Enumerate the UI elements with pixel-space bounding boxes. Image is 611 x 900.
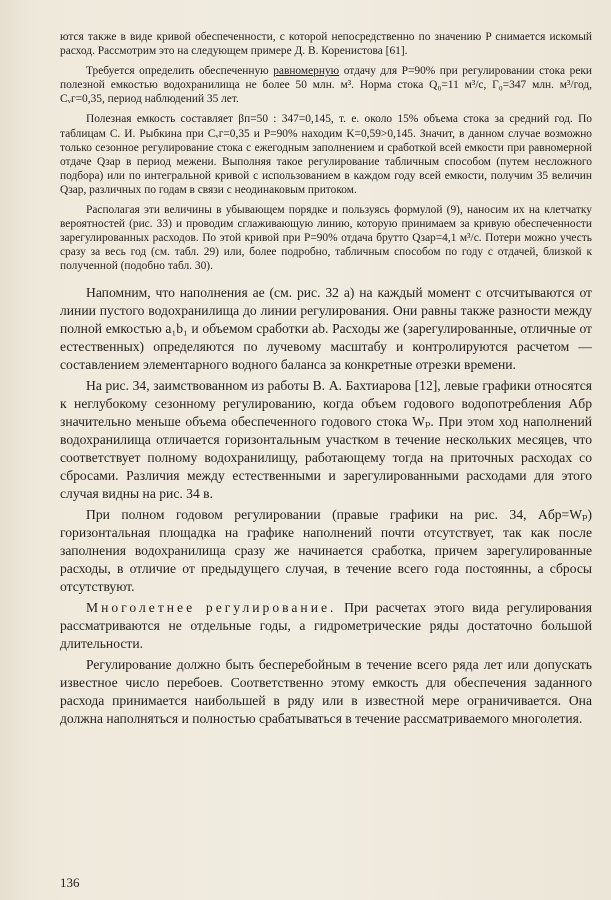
section-heading-multiyear: Многолетнее регулирование. xyxy=(86,599,337,615)
paragraph-curve: Располагая эти величины в убывающем порядке и пользуясь формулой (9), наносим их на клетчатку вероятностей (рис. 33) и проводим сглаживающую линию, которую принимаем за кривую обеспеченности зарегулированных расходов. По этой кривой при P=90% отдача брутто Qзар=4,1 м³/с. Потери можно учесть сразу за весь год (см. табл. 29) или, более подробно, табличным способом по году с отдачей, близкой к полученной (подобно табл. 30). xyxy=(60,204,592,273)
main-text-block xyxy=(60,284,592,728)
example-block xyxy=(60,30,592,274)
text-column xyxy=(60,30,592,728)
paragraph-multiyear xyxy=(60,599,592,653)
paragraph-fig34: На рис. 34, заимствованном из работы В. А. Бахтиарова [12], левые графики относятся к неглубокому сезонному регулированию, когда объем годового водопотребления Aбр значительно меньше объема обеспеченного годового стока Wₚ. При этом ход наполнений водохранилища отличается горизонтальным участком в течение нескольких месяцев, что соответствует полному водохранилищу, работающему тогда на приточных расходах со сбросами. Различия между естественными и зарегулированными расходами для этого случая видны на рис. 34 в. xyxy=(60,377,592,501)
task-text-end: отдачу для P=90% при регулировании стока реки полезной емкостью водохранилища не более 50 млн. м³. Норма стока Q₀=11 м³/с, Г₀=347 млн. м³/год, Cᵥг=0,35, период наблюдений 35 лет. xyxy=(60,65,593,106)
paragraph-capacity: Полезная емкость составляет βп=50 : 347=0,145, т. е. около 15% объема стока за средний год. По таблицам С. И. Рыбкина при Cᵥг=0,35 и P=90% находим K=0,59>0,145. Значит, в данном случае возможно только сезонное регулирование стока с ежегодным заполнением и сработкой всей емкости при равномерной отдаче Qзар в период межени. Выполняя такое регулирование табличным способом (путем несложного подбора) или по интегральной кривой с использованием в каждом году всей емкости, получим 35 величин Qзар, различных по годам в связи с неодинаковым притоком. xyxy=(60,113,592,196)
paragraph-task xyxy=(60,64,592,106)
paragraph-regulation: Регулирование должно быть бесперебойным в течение всего ряда лет или допускать известное число перебоев. Соответственно этому емкость для обеспечения заданного расхода принимается наибольшей в ряду или в известной мере ограничивается. Она должна наполняться и полностью срабатываться в течение рассматриваемого многолетия. xyxy=(60,656,592,726)
multiyear-text: При расчетах этого вида регулирования рассматриваются не отдельные годы, а гидрометрические ряды достаточно большой длительности. xyxy=(60,599,592,651)
paragraph-annual: При полном годовом регулировании (правые графики на рис. 34, Aбр=Wₚ) горизонтальная площадка на графике наполнений почти отсутствует, так как после заполнения водохранилища сразу же начинается сработка, причем зарегулированные расходы, в отличие от предыдущего случая, в течение всего года постоянны, а сбросы отсутствуют. xyxy=(60,506,592,594)
page-number: 136 xyxy=(60,875,80,890)
task-text-start: Требуется определить обеспеченную xyxy=(86,65,274,78)
paragraph-example-intro: ются также в виде кривой обеспеченности, с которой непосредственно по значению P снимается искомый расход. Рассмотрим это на следующем примере Д. В. Коренистова [61]. xyxy=(60,31,592,58)
task-text-underlined: равномерную xyxy=(273,65,340,78)
paragraph-fillings: Напомним, что наполнения ae (см. рис. 32 a) на каждый момент c отсчитываются от линии пустого водохранилища до линии регулирования. Они равны также разности между полной емкостью a₁b₁ и объемом сработки ab. Расходы же (зарегулированные, отличные от естественных) определяются по лучевому масштабу и контролируются расчетом — составлением элементарного водного баланса за конкретные отрезки времени. xyxy=(60,284,592,372)
